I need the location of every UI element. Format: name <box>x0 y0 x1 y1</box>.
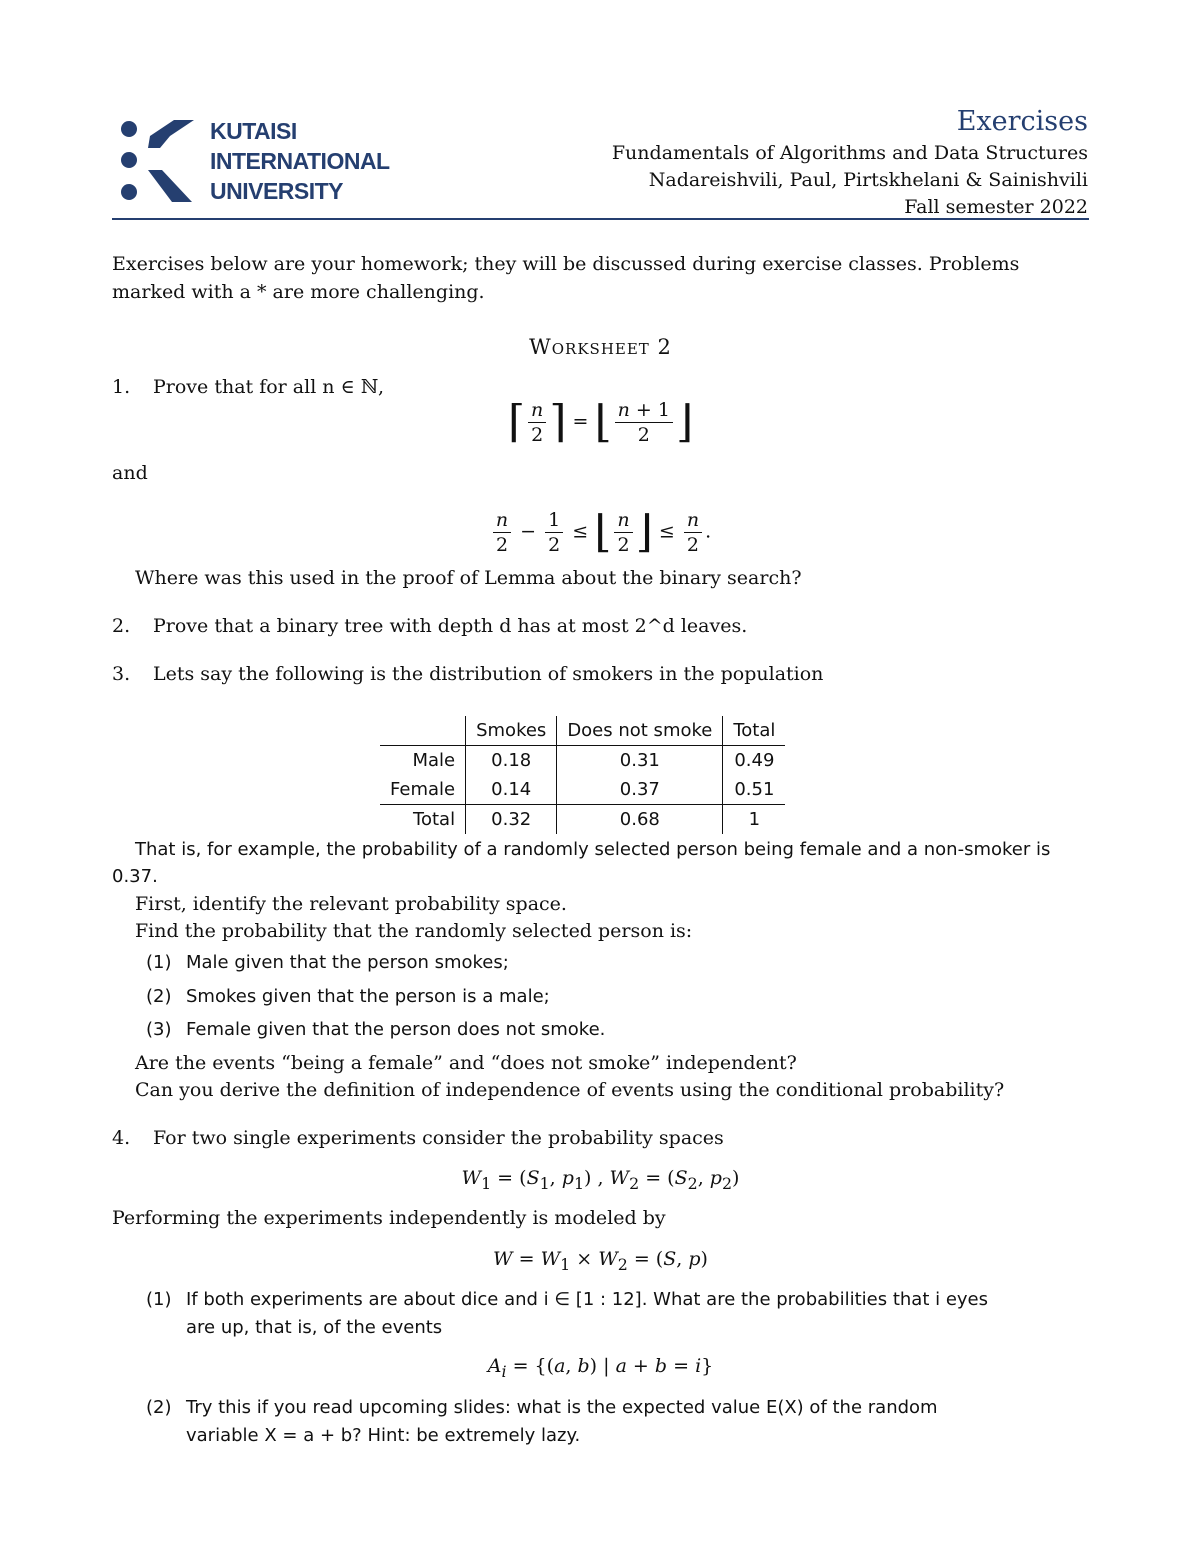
problem-1-text: Prove that for all n ∈ ℕ, <box>153 376 385 398</box>
equation-events: $A_i = \{(a$, b) | a + b = i} <box>487 1355 714 1381</box>
university-name: KUTAISI INTERNATIONAL UNIVERSITY <box>210 118 390 204</box>
problem-4-sub-1-cont: are up, that is, of the events <box>186 1317 443 1338</box>
authors: Nadareishvili, Paul, Pirtskhelani & Sainishvili <box>648 169 1088 191</box>
document-title: Exercises <box>956 106 1088 137</box>
table-row: Female 0.14 0.37 0.51 <box>380 775 785 805</box>
document-header <box>612 104 1088 221</box>
problem-4-number: 4. <box>112 1127 131 1149</box>
problem-1-and: and <box>112 462 148 484</box>
university-logo <box>112 112 202 207</box>
worksheet-title: Worksheet 2 <box>529 335 672 359</box>
table-row: Smokes Does not smoke Total <box>380 716 785 746</box>
equation-product: $W = W_1 \times W_2 = (S$, p) <box>493 1248 708 1274</box>
problem-3-example: That is, for example, the probability of a randomly selected person being female and a non-smoker is 0.37. <box>112 839 1051 887</box>
course-name: Fundamentals of Algorithms and Data Structures <box>611 142 1088 164</box>
problem-4-sub-1: (1) If both experiments are about dice and i ∈ [1 : 12]. What are the probabilities that i eyes <box>146 1289 988 1310</box>
intro-text: Exercises below are your homework; they will be discussed during exercise classes. Problems marked with a * are more challenging. <box>112 253 1020 303</box>
semester: Fall semester 2022 <box>904 196 1088 218</box>
problem-3-number: 3. <box>112 663 131 685</box>
problem-3-question-1: Are the events “being a female” and “does not smoke” independent? <box>135 1052 797 1074</box>
problem-1-question: Where was this used in the proof of Lemma about the binary search? <box>135 567 802 589</box>
equation-ceil-floor: ⌈ $\frac{n}{2}$ ⌉ = ⌊ $\frac{n + 1}{2}$ ⌋ <box>507 396 694 448</box>
problem-4-modeled: Performing the experiments independently is modeled by <box>112 1207 666 1229</box>
problem-4-text: For two single experiments consider the probability spaces <box>153 1127 724 1149</box>
problem-2-text: Prove that a binary tree with depth d has at most 2^d leaves. <box>153 615 748 637</box>
problem-3-question-2: Can you derive the definition of independence of events using the conditional probability? <box>135 1079 1005 1101</box>
smokers-table <box>380 716 785 834</box>
table-row: Total 0.32 0.68 1 <box>380 805 785 835</box>
equation-inequality: $\frac{n}{2}$ − $\frac{1}{2}$ ≤ ⌊ $\frac{n}{2}$ ⌋ ≤ $\frac{n}{2}$ . <box>112 508 1089 557</box>
header-rule <box>112 218 1089 220</box>
problem-2-number: 2. <box>112 615 131 637</box>
problem-3-sub-2: (2) Smokes given that the person is a male; <box>146 986 550 1007</box>
problem-1-number: 1. <box>112 376 131 398</box>
problem-3-find: Find the probability that the randomly selected person is: <box>135 920 693 942</box>
problem-3-first: First, identify the relevant probability space. <box>135 893 567 915</box>
problem-3-sub-3: (3) Female given that the person does not smoke. <box>146 1019 606 1040</box>
equation-spaces: $W_1 = (S_1$, $p_1$) , $W_2 = (S_2$, $p_2$) <box>461 1167 740 1193</box>
problem-3-text: Lets say the following is the distribution of smokers in the population <box>153 663 824 685</box>
problem-3-sub-1: (1) Male given that the person smokes; <box>146 952 509 973</box>
problem-4-sub-2-cont: variable X = a + b? Hint: be extremely lazy. <box>186 1425 581 1446</box>
problem-4-sub-2: (2) Try this if you read upcoming slides: what is the expected value E(X) of the random <box>146 1397 938 1418</box>
table-row: Male 0.18 0.31 0.49 <box>380 746 785 776</box>
